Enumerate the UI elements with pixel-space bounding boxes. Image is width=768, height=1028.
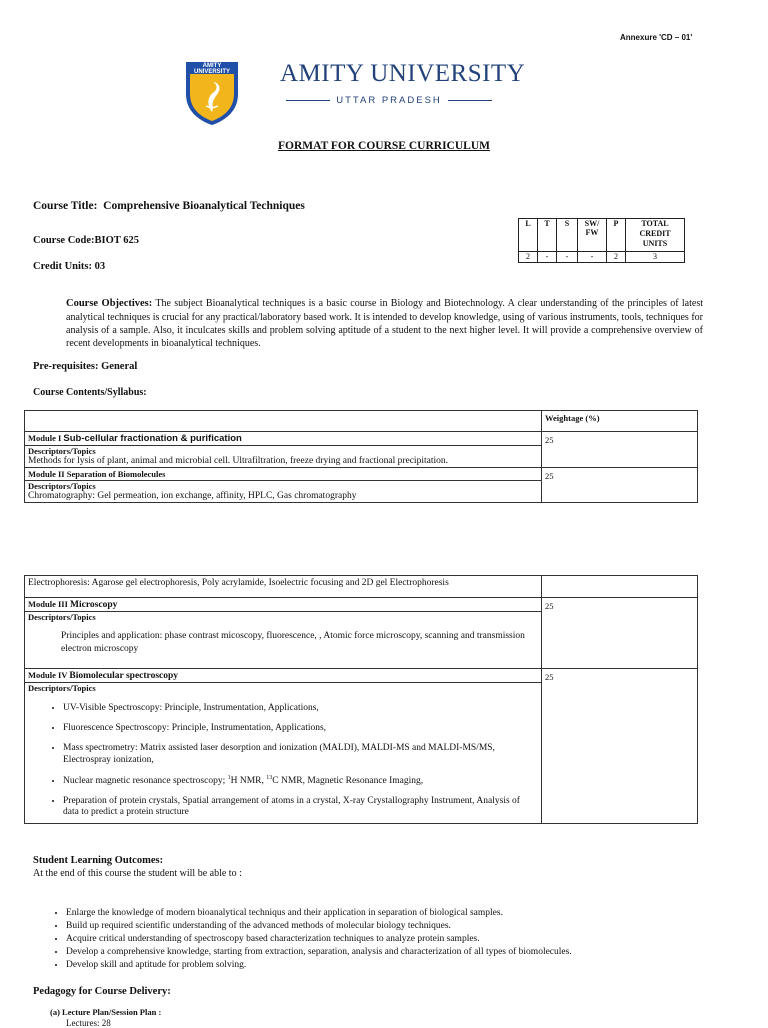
course-title-value: Comprehensive Bioanalytical Techniques [103, 200, 305, 212]
module-2-weight: 25 [542, 468, 698, 503]
module-1-text: Methods for lysis of plant, animal and microbial cell. Ultrafiltration, freeze drying and fractional precipitation. [28, 456, 448, 466]
module-4-topic-list [25, 693, 541, 819]
credit-units-value: 03 [94, 261, 106, 272]
list-item: • Mass spectrometry: Matrix assisted laser desorption and ionization (MALDI), MALDI-MS and MALDI-MS/MS, Electrospray ionization, [63, 743, 535, 767]
divider [286, 100, 330, 101]
nmr-post: C NMR, Magnetic Resonance Imaging, [272, 775, 424, 786]
module-3-prefix: Module III [28, 599, 71, 609]
university-crest-logo [184, 60, 240, 126]
header-s: S [557, 219, 578, 252]
value-l: 2 [519, 252, 538, 263]
module-2-cell [25, 468, 542, 503]
divider [448, 100, 492, 101]
nmr-sup-1: 1 [227, 774, 231, 781]
university-location [286, 95, 492, 106]
value-t: - [538, 252, 557, 263]
course-code-label: Course Code: [33, 235, 95, 246]
module-2-prefix: Module II [28, 469, 67, 479]
value-p: 2 [607, 252, 626, 263]
format-title: FORMAT FOR COURSE CURRICULUM [277, 140, 490, 152]
module-3-row [25, 598, 698, 669]
module-2-text: Chromatography: Gel permeation, ion exchange, affinity, HPLC, Gas chromatography [28, 491, 357, 501]
list-item: • UV-Visible Spectroscopy: Principle, Instrumentation, Applications, [63, 703, 535, 715]
module-4-weight: 25 [542, 669, 698, 824]
list-item: • Build up required scientific understanding of the advanced methods of molecular biology techniques. [66, 920, 756, 933]
table1-header-row [25, 411, 698, 432]
header-l: L [519, 219, 538, 252]
nmr-pre: Nuclear magnetic resonance spectroscopy; [63, 775, 228, 786]
list-item: • Preparation of protein crystals, Spatial arrangement of atoms in a crystal, X-ray Crystallography Instrument, Analysis of data to predict a protein structure [63, 796, 535, 820]
header-total-credit-units: TOTAL CREDIT UNITS [626, 219, 685, 252]
course-contents-label: Course Contents/Syllabus: [33, 387, 147, 398]
module-3-descriptors-label: Descriptors/Topics [28, 612, 96, 622]
modules-table-2 [24, 575, 698, 824]
value-sw-fw: - [578, 252, 607, 263]
module-4-title: Biomolecular spectroscopy [69, 671, 179, 681]
credit-value-row [519, 252, 685, 263]
module-4-heading [25, 669, 541, 683]
electrophoresis-weight-blank [542, 576, 698, 598]
header-p: P [607, 219, 626, 252]
module-4-cell [25, 669, 542, 824]
module-1-cell [25, 432, 542, 468]
module-4-row [25, 669, 698, 824]
list-item: • Acquire critical understanding of spectroscopy based characterization techniques to analyze protein samples. [66, 933, 756, 946]
module-3-text: Principles and application: phase contrast micoscopy, fluorescence, , Atomic force microscopy, scanning and transmission electron microscopy [61, 631, 525, 654]
value-total: 3 [626, 252, 685, 263]
value-s: - [557, 252, 578, 263]
weightage-header: Weightage (%) [542, 411, 698, 432]
module-3-weight: 25 [542, 598, 698, 669]
course-objectives [66, 297, 703, 350]
objectives-label: Course Objectives: [66, 298, 153, 309]
annexure-label: Annexure 'CD – 01' [620, 33, 693, 42]
module-4-prefix: Module IV [28, 670, 70, 680]
course-title-label: Course Title: [33, 200, 98, 212]
header-sw-fw: SW/ FW [578, 219, 607, 252]
nmr-sup-13: 13 [266, 774, 273, 781]
crest-text: AMITY UNIVERSITY [193, 63, 230, 75]
module-2-title: Separation of Biomolecules [66, 469, 166, 479]
list-item: • Fluorescence Spectroscopy: Principle, Instrumentation, Applications, [63, 723, 535, 735]
module-1-prefix: Module I [28, 433, 64, 443]
module-2-row [25, 468, 698, 503]
university-name: AMITY UNIVERSITY [280, 60, 526, 87]
module-1-title: Sub-cellular fractionation & purification [63, 433, 242, 444]
credit-header-row [519, 219, 685, 252]
course-title [33, 200, 305, 212]
credit-structure-table [518, 218, 685, 263]
list-item: • Enlarge the knowledge of modern bioanalytical techniqus and their application in separation of biological samples. [66, 907, 756, 920]
list-item [63, 775, 535, 788]
module-2-descriptors-label: Descriptors/Topics [28, 481, 96, 491]
modules-table-1 [24, 410, 698, 503]
credit-units [33, 261, 105, 272]
pedagogy-heading: Pedagogy for Course Delivery: [33, 986, 171, 997]
nmr-mid: H NMR, [230, 775, 267, 786]
module-1-row [25, 432, 698, 468]
course-code [33, 235, 139, 246]
module-1-heading [25, 432, 541, 446]
module-2-heading [25, 468, 541, 481]
module-3-cell [25, 598, 542, 669]
list-item: • Develop a comprehensive knowledge, starting from extraction, separation, analysis and characterization of all types of biomolecules. [66, 946, 756, 959]
objectives-text: The subject Bioanalytical techniques is a basic course in Biology and Biotechnology. A clear understanding of the principles of latest analytical techniques is crucial for any practical/laboratory based work. It is intended to develop knowledge, using of various instruments, tools, techniques for analysis of a sample. Also, it inculcates skills and problem solving aptitude of a student to the next higher level. It will provide a comprehensive overview of recent developments in bioanalytical techniques. [66, 298, 704, 349]
table1-header-blank [25, 411, 542, 432]
module-1-descriptors-label: Descriptors/Topics [28, 446, 96, 456]
lectures-count: Lectures: 28 [66, 1018, 111, 1028]
credit-units-label: Credit Units: [33, 261, 93, 272]
module-3-title: Microscopy [70, 600, 118, 610]
course-code-value: BIOT 625 [94, 235, 139, 246]
electrophoresis-text: Electrophoresis: Agarose gel electrophoresis, Poly acrylamide, Isoelectric focusing and 2D gel Electrophoresis [25, 576, 542, 598]
state-label: UTTAR PRADESH [336, 95, 442, 106]
list-item: • Develop skill and aptitude for problem solving. [66, 959, 756, 972]
outcomes-intro: At the end of this course the student will be able to : [33, 868, 242, 879]
prerequisites: Pre-requisites: General [33, 361, 138, 372]
outcomes-heading: Student Learning Outcomes: [33, 855, 164, 866]
header-t: T [538, 219, 557, 252]
lecture-plan-item: (a) Lecture Plan/Session Plan : [50, 1007, 162, 1017]
outcomes-list [16, 907, 756, 973]
module-4-descriptors-label: Descriptors/Topics [28, 683, 96, 693]
module-3-heading [25, 598, 541, 612]
electrophoresis-row [25, 576, 698, 598]
module-1-weight: 25 [542, 432, 698, 468]
